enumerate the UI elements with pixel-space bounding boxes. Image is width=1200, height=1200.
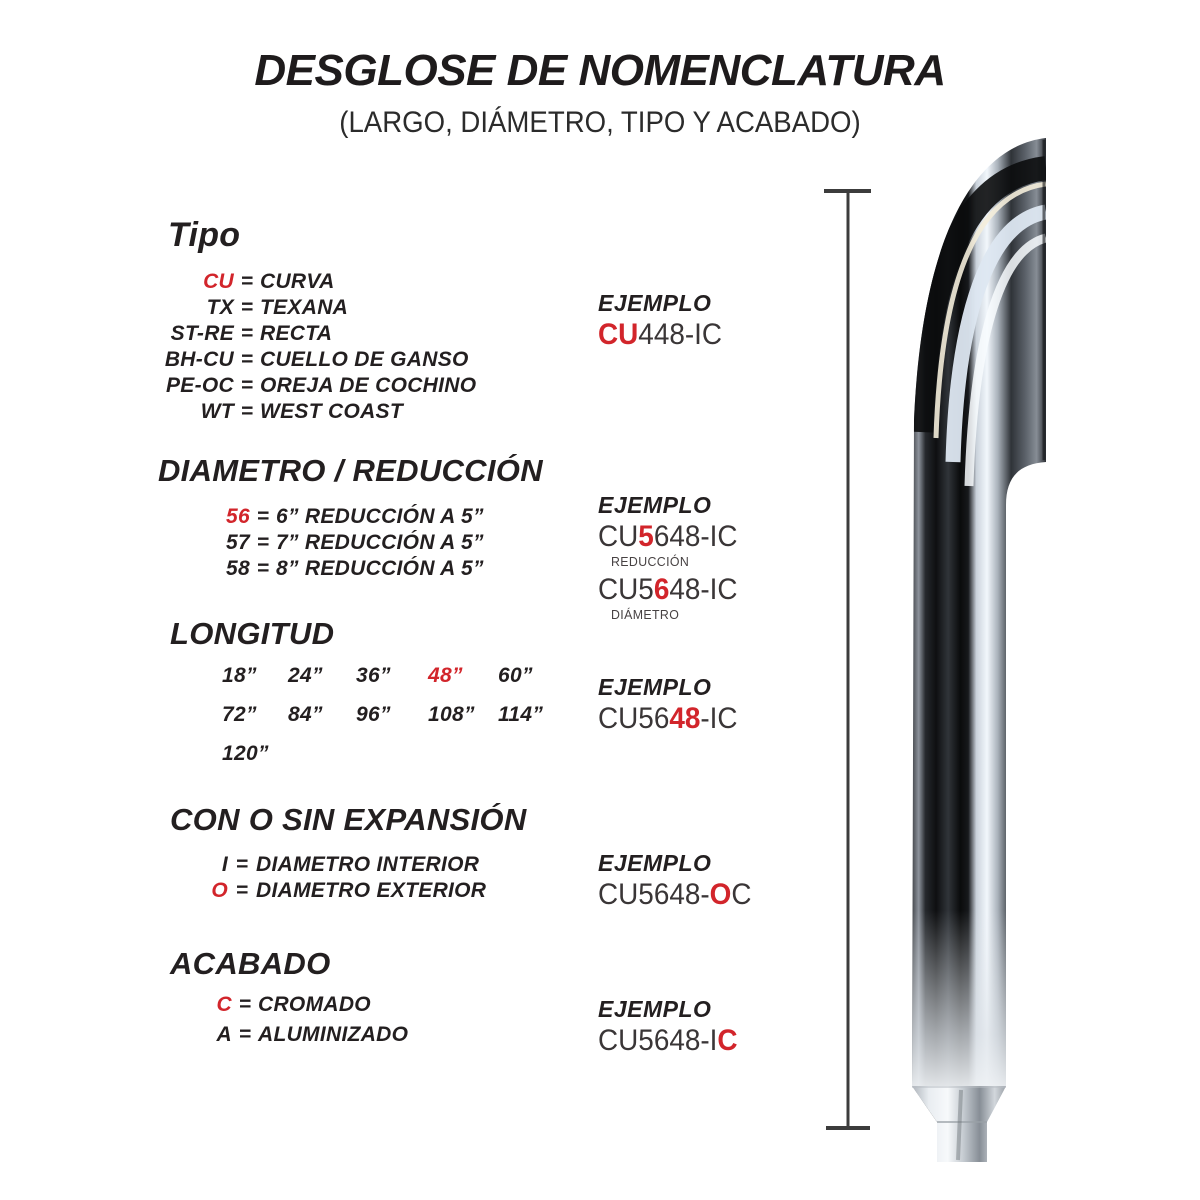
code-segment: CU <box>598 520 639 553</box>
ejemplo-code <box>598 320 722 350</box>
section-tipo <box>164 216 477 425</box>
pipe-graphic <box>903 138 1046 1162</box>
definition-cell: WEST COAST <box>260 400 403 423</box>
code-cell: 57 <box>226 531 250 554</box>
section-diametro <box>158 455 543 582</box>
definition-cell: TEXANA <box>260 296 349 319</box>
code-segment: 48 <box>669 702 701 735</box>
code-row <box>142 373 476 399</box>
code-segment: CU5648-I <box>598 1024 718 1057</box>
code-segment: 448-IC <box>638 318 723 351</box>
diametro-list <box>158 504 543 582</box>
code-cell: PE-OC <box>165 374 234 397</box>
code-segment: C <box>717 1024 738 1057</box>
ejemplo-label: EJEMPLO <box>598 492 712 518</box>
definition-cell: RECTA <box>260 322 333 345</box>
page-title: DESGLOSE DE NOMENCLATURA <box>254 46 946 95</box>
equals-sign: = <box>238 993 252 1016</box>
code-segment: 5 <box>638 520 654 553</box>
ejemplo-code <box>598 880 752 910</box>
equals-sign: = <box>240 322 254 345</box>
definition-cell: CROMADO <box>258 993 371 1016</box>
length-value-highlighted: 48” <box>428 664 463 687</box>
ejemplo-diametro <box>598 492 748 622</box>
code-cell: A <box>216 1023 232 1046</box>
code-segment: 648-IC <box>653 520 738 553</box>
definition-cell: DIAMETRO EXTERIOR <box>256 879 487 902</box>
code-cell: C <box>216 993 232 1016</box>
code-segment: 6 <box>653 573 670 606</box>
section-acabado-heading: ACABADO <box>170 946 331 981</box>
equals-sign: = <box>240 270 254 293</box>
section-expansion-heading: CON O SIN EXPANSIÓN <box>170 802 527 837</box>
ejemplo-code <box>598 1026 738 1056</box>
code-row <box>158 556 543 582</box>
length-value: 36” <box>356 664 391 687</box>
ejemplo-note-reduccion: REDUCCIÓN <box>611 554 690 569</box>
code-row <box>170 990 408 1020</box>
code-cell: ST-RE <box>170 322 234 345</box>
equals-sign: = <box>240 400 254 423</box>
code-segment: O <box>709 878 732 911</box>
equals-sign: = <box>256 531 270 554</box>
equals-sign: = <box>256 557 270 580</box>
ejemplo-expansion <box>598 850 763 910</box>
definition-cell: OREJA DE COCHINO <box>260 374 477 397</box>
section-tipo-heading: Tipo <box>168 216 241 254</box>
section-longitud <box>170 618 334 649</box>
equals-sign: = <box>240 374 254 397</box>
ejemplo-label: EJEMPLO <box>598 290 712 316</box>
code-cell: BH-CU <box>164 348 234 371</box>
section-acabado <box>170 948 408 1050</box>
definition-cell: ALUMINIZADO <box>258 1023 409 1046</box>
definition-cell: CUELLO DE GANSO <box>260 348 469 371</box>
equals-sign: = <box>240 296 254 319</box>
code-segment: CU <box>598 318 639 351</box>
code-segment: CU5648- <box>598 878 710 911</box>
ejemplo-tipo <box>598 290 731 350</box>
section-expansion <box>170 804 527 904</box>
code-segment: -IC <box>700 702 738 735</box>
ejemplo-note-diametro: DIÁMETRO <box>611 607 680 622</box>
ejemplo-code <box>598 522 738 552</box>
page-subtitle: (LARGO, DIÁMETRO, TIPO Y ACABADO) <box>339 106 861 140</box>
code-segment: C <box>731 878 752 911</box>
ejemplo-code <box>598 575 738 605</box>
definition-cell: 8” REDUCCIÓN A 5” <box>276 557 484 580</box>
code-row <box>142 269 476 295</box>
header <box>0 48 1200 140</box>
acabado-list <box>170 990 408 1050</box>
ejemplo-label: EJEMPLO <box>598 996 712 1022</box>
code-cell: TX <box>206 296 234 319</box>
code-row <box>142 295 476 321</box>
length-value: 84” <box>288 703 323 726</box>
equals-sign: = <box>238 1023 252 1046</box>
equals-sign: = <box>235 853 249 876</box>
code-segment: CU5 <box>598 573 654 606</box>
code-cell: WT <box>200 400 234 423</box>
expansion-list <box>170 852 527 904</box>
equals-sign: = <box>235 879 249 902</box>
ejemplo-code <box>598 704 738 734</box>
length-value: 114” <box>498 703 544 726</box>
equals-sign: = <box>240 348 254 371</box>
length-value: 18” <box>222 664 257 687</box>
code-cell: 58 <box>226 557 250 580</box>
code-segment: CU56 <box>598 702 670 735</box>
code-row <box>158 530 543 556</box>
longitud-grid <box>222 664 564 766</box>
length-value: 108” <box>428 703 475 726</box>
equals-sign: = <box>256 505 270 528</box>
code-row <box>170 852 527 878</box>
ejemplo-acabado <box>598 996 748 1056</box>
ejemplo-longitud <box>598 674 748 734</box>
ejemplo-label: EJEMPLO <box>598 850 712 876</box>
code-row <box>142 347 476 373</box>
code-row <box>142 321 476 347</box>
definition-cell: 7” REDUCCIÓN A 5” <box>276 531 484 554</box>
code-row <box>170 1020 408 1050</box>
length-value: 24” <box>288 664 323 687</box>
code-cell: CU <box>203 270 234 293</box>
code-row <box>170 878 527 904</box>
code-cell: 56 <box>226 505 250 528</box>
section-longitud-heading: LONGITUD <box>170 616 335 651</box>
ejemplo-label: EJEMPLO <box>598 674 712 700</box>
tipo-list <box>142 269 476 425</box>
code-row <box>142 399 476 425</box>
length-value: 72” <box>222 703 257 726</box>
length-value: 60” <box>498 664 533 687</box>
section-diametro-heading: DIAMETRO / REDUCCIÓN <box>158 453 543 488</box>
code-cell: I <box>221 853 228 876</box>
code-row <box>158 504 543 530</box>
definition-cell: 6” REDUCCIÓN A 5” <box>276 505 484 528</box>
length-value: 120” <box>222 742 269 765</box>
definition-cell: CURVA <box>260 270 335 293</box>
definition-cell: DIAMETRO INTERIOR <box>256 853 480 876</box>
code-cell: O <box>211 879 228 902</box>
measurement-line <box>824 191 871 1128</box>
length-value: 96” <box>356 703 391 726</box>
pipe-reduction-neck <box>912 1086 1006 1162</box>
code-segment: 48-IC <box>669 573 738 606</box>
